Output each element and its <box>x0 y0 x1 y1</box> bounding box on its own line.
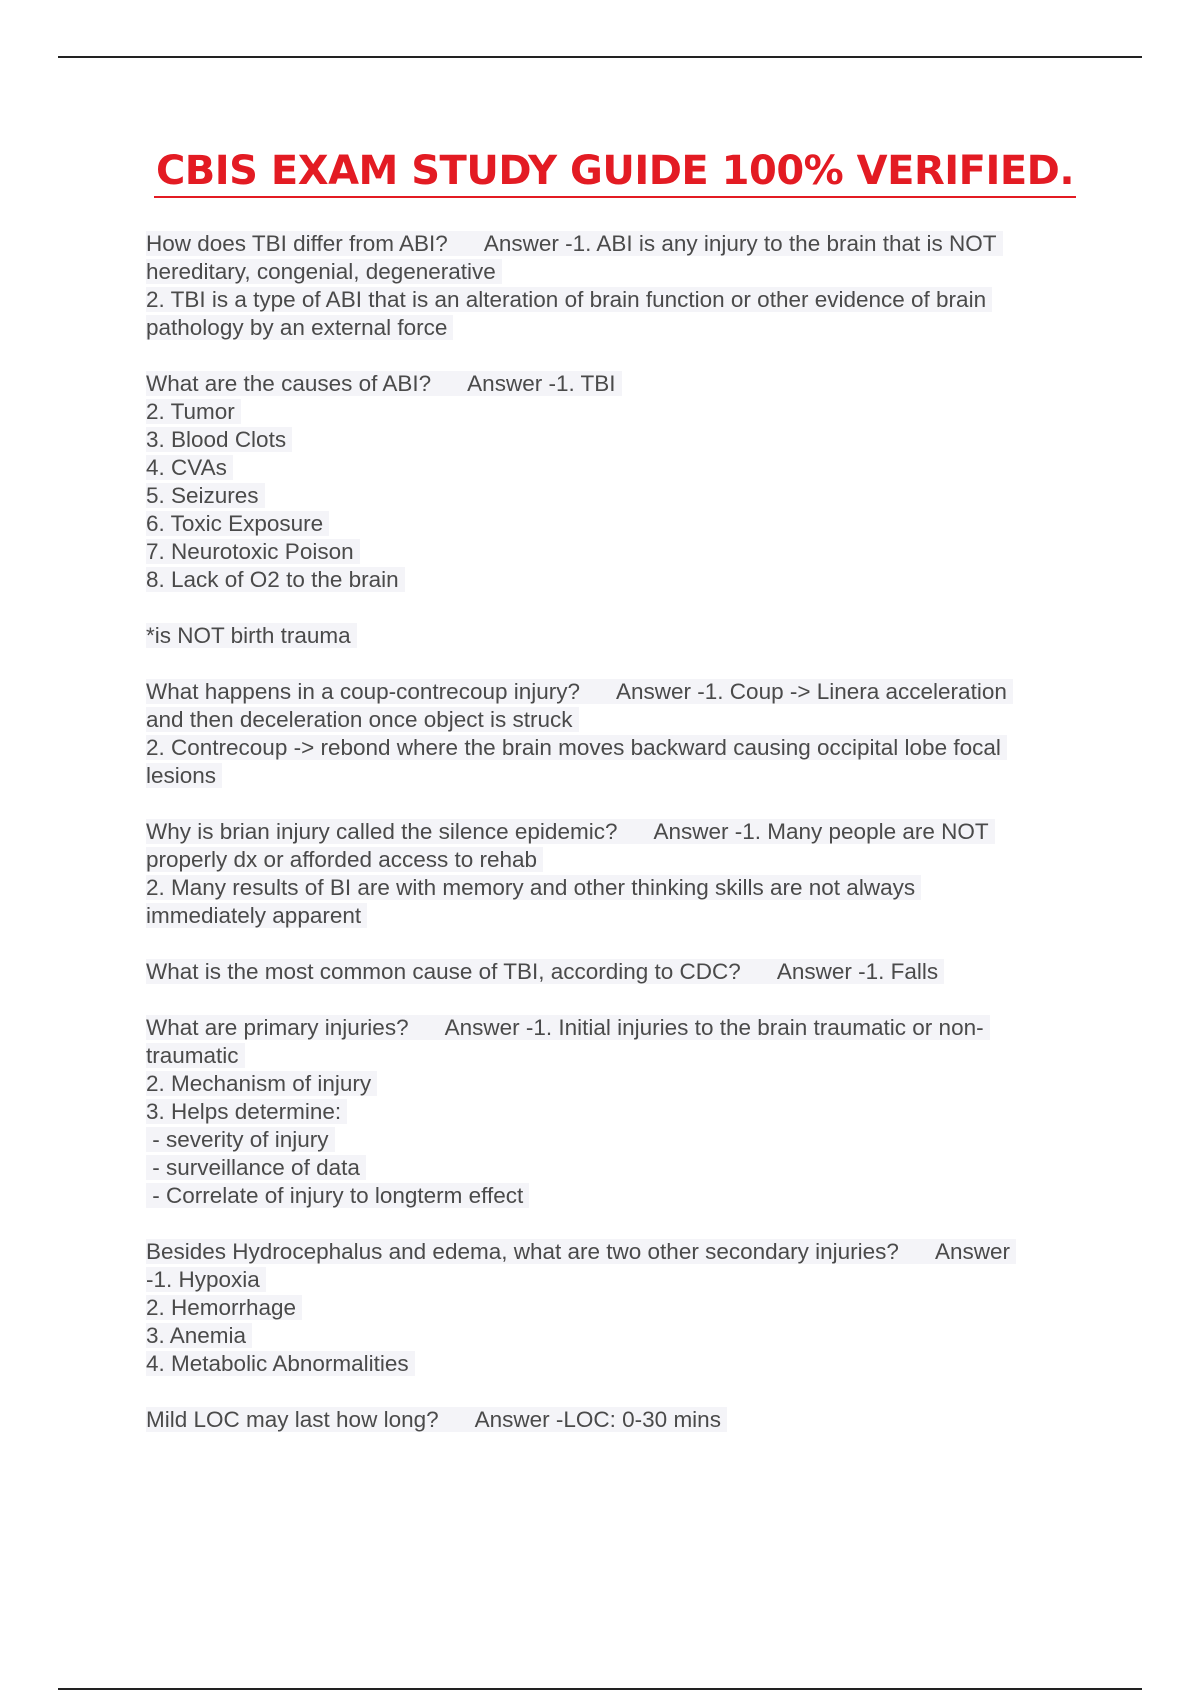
answer-line: 3. Helps determine: <box>146 1099 347 1124</box>
note <box>146 622 1076 650</box>
answer-line: 2. Many results of BI are with memory and other thinking skills are not always <box>146 875 921 900</box>
qa-item <box>146 1406 1076 1434</box>
answer-line: hereditary, congenial, degenerative <box>146 259 502 284</box>
qa-item <box>146 678 1076 790</box>
answer-line: Answer -1. Coup -> Linera acceleration <box>616 679 1007 704</box>
answer-line: Answer -1. Falls <box>776 959 939 984</box>
answer-line: Answer -1. Many people are NOT <box>653 819 989 844</box>
question-text: How does TBI differ from ABI? <box>146 231 448 256</box>
qa-content <box>146 230 1076 1462</box>
answer-line: Answer <box>934 1239 1010 1264</box>
answer-line: 2. TBI is a type of ABI that is an alteration of brain function or other evidence of brain <box>146 287 992 312</box>
note-text: *is NOT birth trauma <box>146 623 357 648</box>
question-text: What are the causes of ABI? <box>146 371 432 396</box>
answer-line: - surveillance of data <box>146 1155 366 1180</box>
answer-line: 6. Toxic Exposure <box>146 511 329 536</box>
answer-line: 7. Neurotoxic Poison <box>146 539 360 564</box>
answer-line: -1. Hypoxia <box>146 1267 266 1292</box>
answer-line: Answer -1. TBI <box>467 371 616 396</box>
answer-line: lesions <box>146 763 222 788</box>
answer-line: 2. Tumor <box>146 399 241 424</box>
top-rule <box>58 56 1142 58</box>
answer-line: 8. Lack of O2 to the brain <box>146 567 405 592</box>
answer-line: 2. Mechanism of injury <box>146 1071 377 1096</box>
answer-line: 2. Contrecoup -> rebond where the brain moves backward causing occipital lobe focal <box>146 735 1007 760</box>
answer-line: 2. Hemorrhage <box>146 1295 302 1320</box>
qa-item <box>146 818 1076 930</box>
answer-line: - Correlate of injury to longterm effect <box>146 1183 529 1208</box>
answer-line: and then deceleration once object is struck <box>146 707 579 732</box>
question-text: What is the most common cause of TBI, according to CDC? <box>146 959 741 984</box>
title-container <box>0 146 1200 198</box>
answer-line: 3. Blood Clots <box>146 427 292 452</box>
answer-line: 4. Metabolic Abnormalities <box>146 1351 415 1376</box>
qa-item <box>146 370 1076 594</box>
question-text: What are primary injuries? <box>146 1015 409 1040</box>
qa-item <box>146 1238 1076 1378</box>
qa-item <box>146 958 1076 986</box>
bottom-rule <box>58 1688 1142 1690</box>
question-text: Why is brian injury called the silence epidemic? <box>146 819 618 844</box>
answer-line: 3. Anemia <box>146 1323 252 1348</box>
answer-line: 4. CVAs <box>146 455 233 480</box>
question-text: What happens in a coup-contrecoup injury? <box>146 679 581 704</box>
answer-line: pathology by an external force <box>146 315 453 340</box>
answer-line: properly dx or afforded access to rehab <box>146 847 543 872</box>
answer-line: Answer -1. Initial injuries to the brain traumatic or non- <box>444 1015 984 1040</box>
qa-item <box>146 1014 1076 1210</box>
answer-line: Answer -LOC: 0-30 mins <box>474 1407 721 1432</box>
question-text: Besides Hydrocephalus and edema, what are two other secondary injuries? <box>146 1239 899 1264</box>
qa-item <box>146 230 1076 342</box>
document-title: CBIS EXAM STUDY GUIDE 100% VERIFIED. <box>154 146 1076 198</box>
answer-line: Answer -1. ABI is any injury to the brain that is NOT <box>483 231 997 256</box>
answer-line: traumatic <box>146 1043 245 1068</box>
answer-line: immediately apparent <box>146 903 367 928</box>
answer-line: - severity of injury <box>146 1127 335 1152</box>
answer-line: 5. Seizures <box>146 483 265 508</box>
question-text: Mild LOC may last how long? <box>146 1407 439 1432</box>
